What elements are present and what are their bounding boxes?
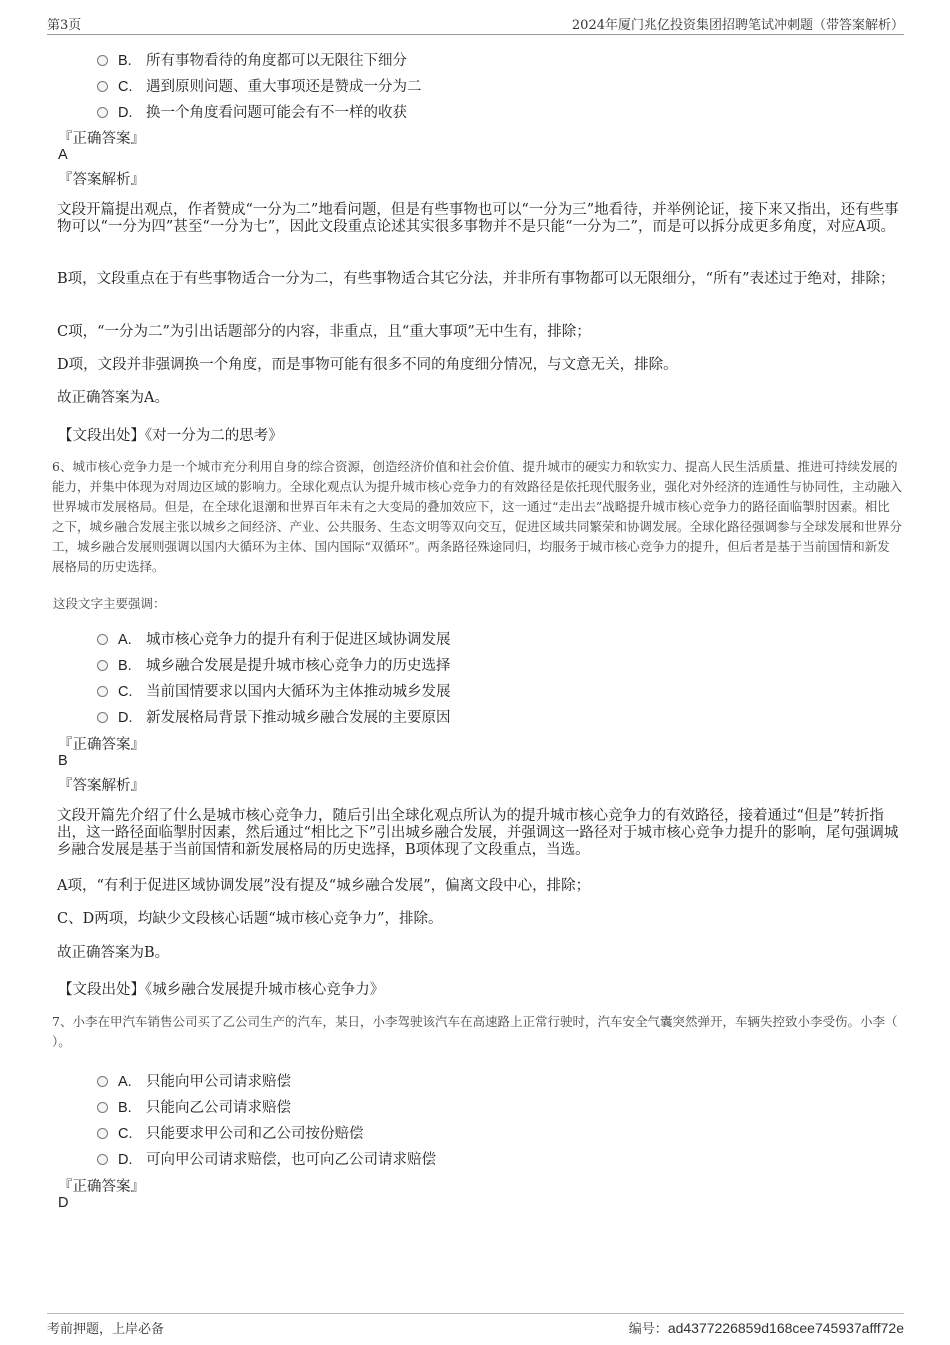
radio-icon[interactable]	[97, 1154, 108, 1165]
q5-option-b[interactable]: B. 所有事物看待的角度都可以无限往下细分	[97, 49, 407, 70]
radio-icon[interactable]	[97, 634, 108, 645]
page-footer	[47, 1313, 904, 1336]
q7-answer: D	[58, 1195, 69, 1211]
radio-icon[interactable]	[97, 712, 108, 723]
document-title: 2024年厦门兆亿投资集团招聘笔试冲刺题（带答案解析）	[571, 18, 904, 33]
q5-analysis-paragraph: 文段开篇提出观点，作者赞成“一分为二”地看问题，但是有些事物也可以“一分为三”地看待，并举例论证，接下来又指出，还有些事物可以“一分为四”甚至“一分为七”，因此文段重点论述其实很多事物并不是只能“一分为二”，而是可以拆分成更多角度，对应A项。	[57, 202, 899, 235]
radio-icon[interactable]	[97, 1102, 108, 1113]
q5-conclusion: 故正确答案为A。	[57, 390, 169, 406]
q6-option-a[interactable]: A. 城市核心竞争力的提升有利于促进区域协调发展	[97, 628, 451, 649]
radio-icon[interactable]	[97, 81, 108, 92]
q6-source: 【文段出处】《城乡融合发展提升城市核心竞争力》	[58, 982, 385, 998]
q6-option-c[interactable]: C. 当前国情要求以国内大循环为主体推动城乡发展	[97, 680, 451, 701]
q6-option-d[interactable]: D. 新发展格局背景下推动城乡融合发展的主要原因	[97, 706, 451, 727]
q7-option-c[interactable]: C. 只能要求甲公司和乙公司按份赔偿	[97, 1122, 364, 1143]
document-id-label: 编号：	[628, 1322, 668, 1337]
q7-option-a[interactable]: A. 只能向甲公司请求赔偿	[97, 1070, 291, 1091]
page-header	[47, 14, 904, 35]
q7-option-b[interactable]: B. 只能向乙公司请求赔偿	[97, 1096, 291, 1117]
q5-option-c[interactable]: C. 遇到原则问题、重大事项还是赞成一分为二	[97, 75, 422, 96]
document-id	[629, 1318, 904, 1337]
q5-analysis-paragraph: C项，“一分为二”为引出话题部分的内容，非重点，且“重大事项”无中生有，排除；	[57, 324, 591, 340]
radio-icon[interactable]	[97, 1076, 108, 1087]
radio-icon[interactable]	[97, 660, 108, 671]
q6-conclusion: 故正确答案为B。	[57, 945, 170, 961]
q6-option-b[interactable]: B. 城乡融合发展是提升城市核心竞争力的历史选择	[97, 654, 451, 675]
q7-option-d[interactable]: D. 可向甲公司请求赔偿，也可向乙公司请求赔偿	[97, 1148, 436, 1169]
q5-answer-label: 『正确答案』	[58, 131, 145, 147]
q5-source: 【文段出处】《对一分为二的思考》	[58, 428, 283, 444]
radio-icon[interactable]	[97, 686, 108, 697]
q6-answer: B	[58, 753, 68, 769]
q6-stem: 6、城市核心竞争力是一个城市充分利用自身的综合资源，创造经济价值和社会价值、提升城市的硬实力和软实力、提高人民生活质量、推进可持续发展的能力，并集中体现为对周边区域的影响力。全球化观点认为提升城市核心竞争力的有效路径是依托现代服务业，强化对外经济的连通性与协同性，主动融入世界城市发展格局。但是，在全球化退潮和世界百年未有之大变局的叠加效应下，这一通过“走出去”战略提升城市核心竞争力的路径面临掣肘因素。相比之下，城乡融合发展主张以城乡之间经济、产业、公共服务、生态文明等双向交互，促进区域共同繁荣和协调发展。全球化路径强调参与全球发展和世界分工，城乡融合发展则强调以国内大循环为主体、国内国际“双循环”。两条路径殊途同归，均服务于城市核心竞争力的提升，但后者是基于当前国情和新发展格局的历史选择。	[52, 459, 903, 574]
q6-analysis-paragraph: A项，“有利于促进区域协调发展”没有提及“城乡融合发展”，偏离文段中心，排除；	[57, 878, 591, 894]
q5-analysis-paragraph: D项，文段并非强调换一个角度，而是事物可能有很多不同的角度细分情况，与文意无关，排除。	[57, 357, 678, 373]
q7-answer-label: 『正确答案』	[58, 1179, 145, 1195]
q5-analysis-paragraph: B项，文段重点在于有些事物适合一分为二，有些事物适合其它分法，并非所有事物都可以无限细分，“所有”表述过于绝对，排除；	[57, 271, 895, 287]
q6-prompt: 这段文字主要强调：	[53, 596, 166, 611]
document-id-value: ad4377226859d168cee745937afff72e	[667, 1320, 904, 1336]
radio-icon[interactable]	[97, 1128, 108, 1139]
q6-analysis-label: 『答案解析』	[58, 778, 145, 794]
footer-slogan: 考前押题，上岸必备	[47, 1322, 165, 1337]
q5-answer: A	[58, 147, 68, 163]
radio-icon[interactable]	[97, 55, 108, 66]
q6-answer-label: 『正确答案』	[58, 737, 145, 753]
q5-option-d[interactable]: D. 换一个角度看问题可能会有不一样的收获	[97, 101, 407, 122]
radio-icon[interactable]	[97, 107, 108, 118]
page-number: 第3页	[47, 18, 82, 33]
q5-analysis-label: 『答案解析』	[58, 172, 145, 188]
q6-analysis-paragraph: 文段开篇先介绍了什么是城市核心竞争力，随后引出全球化观点所认为的提升城市核心竞争力的有效路径，接着通过“但是”转折指出，这一路径面临掣肘因素，然后通过“相比之下”引出城乡融合发展，并强调这一路径对于城市核心竞争力提升的影响，尾句强调城乡融合发展是基于当前国情和新发展格局的历史选择，B项体现了文段重点，当选。	[57, 808, 899, 858]
q7-stem: 7、小李在甲汽车销售公司买了乙公司生产的汽车，某日，小李驾驶该汽车在高速路上正常行驶时，汽车安全气囊突然弹开，车辆失控致小李受伤。小李（ ）。	[52, 1014, 898, 1049]
q6-analysis-paragraph: C、D两项，均缺少文段核心话题“城市核心竞争力”，排除。	[57, 911, 443, 927]
